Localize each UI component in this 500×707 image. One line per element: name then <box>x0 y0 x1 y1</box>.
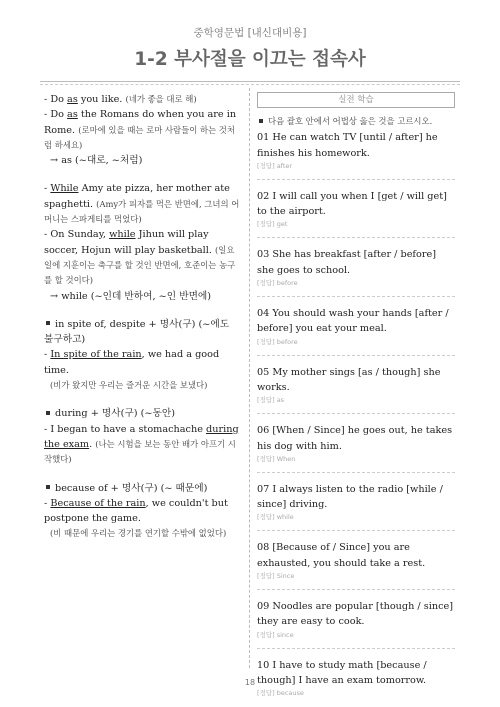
answer-text: [정답] get <box>257 220 288 229</box>
page-number: 18 <box>244 678 256 687</box>
question-item <box>257 482 455 524</box>
question-text: 08 [Because of / Since] you are exhausted, you should take a rest. <box>257 542 426 569</box>
question-divider <box>257 413 455 414</box>
while-example-1: - While Amy ate pizza, her mother ate spaghetti. (Amy가 피자를 먹은 반면에, 그녀의 어머니는 스파게티를 먹었다) <box>44 183 240 225</box>
question-item <box>257 130 455 172</box>
question-text: 10 I have to study math [because / though] I have an exam tomorrow. <box>257 659 427 686</box>
question-item <box>257 189 455 231</box>
because-example: - Because of the rain, we couldn't but postpone the game. <box>44 497 228 525</box>
question-divider <box>257 355 455 356</box>
question-item <box>257 540 455 582</box>
answer-text: [정답] Since <box>257 572 295 581</box>
bullet-square-icon <box>259 119 263 123</box>
answer-text: [정답] When <box>257 454 296 463</box>
answer-text: [정답] as <box>257 396 285 405</box>
question-divider <box>257 530 455 531</box>
answer-text: [정답] before <box>257 337 298 346</box>
question-divider <box>257 648 455 649</box>
page-title: 1-2 부사절을 이끄는 접속사 <box>134 49 366 70</box>
question-divider <box>257 472 455 473</box>
during-example: - I began to have a stomachache during the exam. (나는 시험을 보는 동안 배가 아프기 시작했다) <box>44 423 239 465</box>
question-text: 07 I always listen to the radio [while / since] driving. <box>257 483 443 511</box>
question-text: 09 Noodles are popular [though / since] they are easy to cook. <box>257 601 454 628</box>
book-subtitle: 중학영문법 [내신대비용] <box>193 27 307 39</box>
answer-text: [정답] before <box>257 279 298 288</box>
question-text: 02 I will call you when I [get / will get] to the airport. <box>257 190 447 218</box>
grammar-explanation-column <box>44 92 241 542</box>
question-divider <box>257 179 455 180</box>
question-item <box>257 306 455 348</box>
header-divider-dashed <box>40 84 460 85</box>
during-heading: during + 명사(구) (~동안) <box>44 406 241 421</box>
header-divider <box>40 81 460 82</box>
bullet-square-icon <box>46 485 50 489</box>
inspite-heading: in spite of, despite + 명사(구) (~에도 불구하고) <box>44 318 230 346</box>
inspite-translation: (비가 왔지만 우리는 즐거운 시간을 보냈다) <box>50 380 208 391</box>
question-item <box>257 423 455 465</box>
bullet-square-icon <box>46 411 50 415</box>
question-divider <box>257 589 455 590</box>
practice-column <box>257 92 455 699</box>
question-item <box>257 247 455 289</box>
because-heading: because of + 명사(구) (~ 때문에) <box>44 481 241 496</box>
practice-instruction: 다음 괄호 안에서 어법상 옳은 것을 고르시오. <box>257 114 455 129</box>
question-text: 04 You should wash your hands [after / before] you eat your meal. <box>257 308 449 335</box>
question-text: 01 He can watch TV [until / after] he finishes his homework. <box>257 132 438 159</box>
as-summary: → as (~대로, ~처럼) <box>50 155 143 167</box>
question-text: 05 My mother sings [as / though] she works. <box>257 366 441 393</box>
as-example-2: - Do as the Romans do when you are in Rome. (로마에 있을 때는 로마 사람들이 하는 것처럼 하세요) <box>44 109 237 150</box>
while-example-2: - On Sunday, while Jihun will play soccer, Hojun will play basketball. (일요일에 지훈이는 축구를 할 것인 반면에, 호준이는 농구를 할 것이다) <box>44 229 236 286</box>
question-item <box>257 365 455 407</box>
answer-text: [정답] while <box>257 513 294 522</box>
inspite-example: - In spite of the rain, we had a good time. <box>44 349 220 376</box>
question-item <box>257 599 455 641</box>
because-translation: (비 때문에 우리는 경기를 연기할 수밖에 없었다) <box>50 528 227 539</box>
question-divider <box>257 237 455 238</box>
answer-text: [정답] because <box>257 689 304 698</box>
question-divider <box>257 296 455 297</box>
answer-text: [정답] since <box>257 630 294 639</box>
column-divider <box>249 88 250 668</box>
practice-label: 실전 학습 <box>257 92 455 108</box>
answer-text: [정답] after <box>257 161 293 170</box>
while-summary: → while (~인데 반하여, ~인 반면에) <box>50 290 212 302</box>
bullet-square-icon <box>46 321 50 325</box>
question-text: 03 She has breakfast [after / before] she goes to school. <box>257 249 436 276</box>
as-example-1: - Do as you like. (네가 좋을 대로 해) <box>44 94 197 105</box>
question-text: 06 [When / Since] he goes out, he takes his dog with him. <box>257 425 453 452</box>
